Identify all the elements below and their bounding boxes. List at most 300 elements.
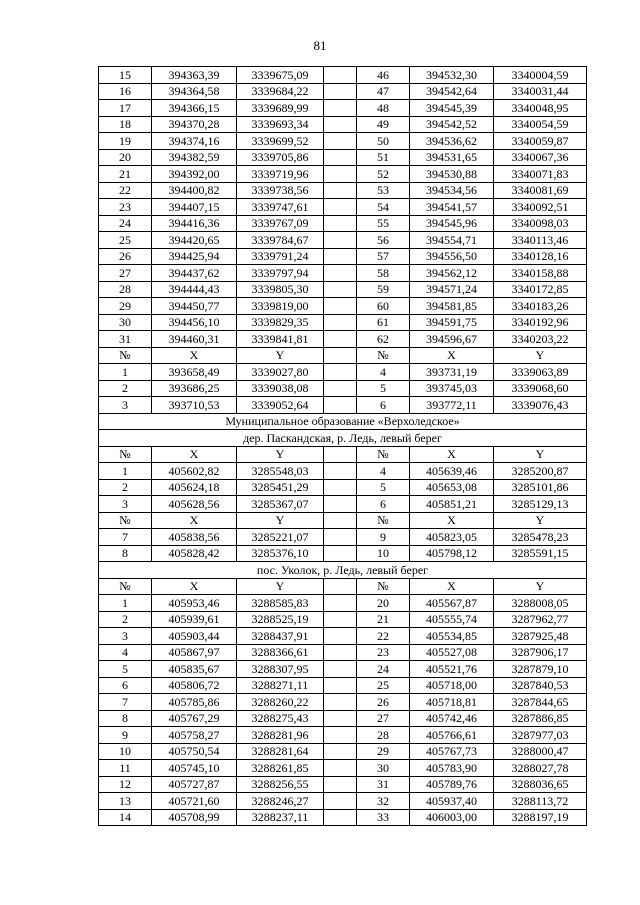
x-coordinate: 405534,85 [410,628,494,645]
x-coordinate: 405767,29 [152,710,237,727]
point-number: 6 [357,496,410,513]
x-coordinate: 405838,56 [152,529,237,546]
y-coordinate: 3288237,11 [237,809,324,826]
y-coordinate: 3288525,19 [237,611,324,628]
x-coordinate: 393731,19 [410,364,494,381]
table-row [99,67,587,84]
point-number: 4 [357,364,410,381]
y-coordinate: 3288261,85 [237,760,324,777]
x-coordinate: 405653,08 [410,479,494,496]
point-number: 33 [357,809,410,826]
point-number: 21 [99,166,152,183]
table-row [99,83,587,100]
y-coordinate: 3339841,81 [237,331,324,348]
y-coordinate: 3339699,52 [237,133,324,150]
y-coordinate: 3288256,55 [237,776,324,793]
y-coordinate: 3340081,69 [494,182,587,199]
y-coordinate: 3339684,22 [237,83,324,100]
y-coordinate: 3340172,85 [494,281,587,298]
header-x: X [152,578,237,595]
table-row [99,298,587,315]
x-coordinate: 393745,03 [410,380,494,397]
table-row [99,199,587,216]
spacer-cell [324,199,357,216]
x-coordinate: 394556,50 [410,248,494,265]
table-row [99,727,587,744]
column-header-row [99,446,587,463]
table-row [99,166,587,183]
spacer-cell [324,644,357,661]
table-row [99,116,587,133]
point-number: 62 [357,331,410,348]
x-coordinate: 394460,31 [152,331,237,348]
point-number: 9 [99,727,152,744]
point-number: 58 [357,265,410,282]
x-coordinate: 394407,15 [152,199,237,216]
x-coordinate: 405750,54 [152,743,237,760]
section-title: пос. Уколок, р. Ледь, левый берег [99,562,587,579]
x-coordinate: 394444,43 [152,281,237,298]
spacer-cell [324,694,357,711]
y-coordinate: 3339819,00 [237,298,324,315]
header-number: № [99,578,152,595]
point-number: 17 [99,100,152,117]
point-number: 9 [357,529,410,546]
header-y: Y [237,347,324,364]
y-coordinate: 3287977,03 [494,727,587,744]
table-row [99,232,587,249]
y-coordinate: 3339784,67 [237,232,324,249]
x-coordinate: 405806,72 [152,677,237,694]
x-coordinate: 405555,74 [410,611,494,628]
point-number: 7 [99,529,152,546]
header-number: № [357,446,410,463]
y-coordinate: 3340048,95 [494,100,587,117]
y-coordinate: 3288113,72 [494,793,587,810]
x-coordinate: 394542,52 [410,116,494,133]
table-row [99,529,587,546]
point-number: 18 [99,116,152,133]
y-coordinate: 3288008,05 [494,595,587,612]
y-coordinate: 3285591,15 [494,545,587,562]
x-coordinate: 394416,36 [152,215,237,232]
header-x: X [152,347,237,364]
y-coordinate: 3339675,09 [237,67,324,84]
x-coordinate: 394554,71 [410,232,494,249]
point-number: 20 [357,595,410,612]
y-coordinate: 3288027,78 [494,760,587,777]
y-coordinate: 3340031,44 [494,83,587,100]
spacer-cell [324,496,357,513]
point-number: 5 [357,479,410,496]
x-coordinate: 405785,86 [152,694,237,711]
point-number: 23 [99,199,152,216]
spacer-cell [324,397,357,414]
spacer-cell [324,710,357,727]
y-coordinate: 3288366,61 [237,644,324,661]
table-row [99,364,587,381]
table-row [99,545,587,562]
x-coordinate: 394450,77 [152,298,237,315]
coordinates-table [98,66,587,826]
y-coordinate: 3340092,51 [494,199,587,216]
point-number: 22 [99,182,152,199]
point-number: 59 [357,281,410,298]
point-number: 8 [99,710,152,727]
point-number: 31 [357,776,410,793]
spacer-cell [324,809,357,826]
point-number: 30 [99,314,152,331]
spacer-cell [324,776,357,793]
point-number: 21 [357,611,410,628]
point-number: 6 [357,397,410,414]
point-number: 52 [357,166,410,183]
point-number: 29 [357,743,410,760]
x-coordinate: 405758,27 [152,727,237,744]
x-coordinate: 405602,82 [152,463,237,480]
y-coordinate: 3287962,77 [494,611,587,628]
y-coordinate: 3340067,36 [494,149,587,166]
table-row [99,248,587,265]
x-coordinate: 405718,00 [410,677,494,694]
table-row [99,809,587,826]
x-coordinate: 394400,82 [152,182,237,199]
spacer-cell [324,595,357,612]
header-x: X [410,446,494,463]
x-coordinate: 394374,16 [152,133,237,150]
y-coordinate: 3288260,22 [237,694,324,711]
table-row [99,776,587,793]
spacer-cell [324,661,357,678]
x-coordinate: 405624,18 [152,479,237,496]
x-coordinate: 394437,62 [152,265,237,282]
table-row [99,743,587,760]
spacer-cell [324,83,357,100]
x-coordinate: 405721,60 [152,793,237,810]
header-x: X [410,512,494,529]
header-y: Y [237,512,324,529]
section-title-row [99,413,587,430]
x-coordinate: 405745,10 [152,760,237,777]
header-number: № [99,446,152,463]
y-coordinate: 3288281,96 [237,727,324,744]
point-number: 2 [99,479,152,496]
point-number: 53 [357,182,410,199]
table-row [99,760,587,777]
x-coordinate: 405835,67 [152,661,237,678]
point-number: 32 [357,793,410,810]
table-row [99,628,587,645]
table-row [99,281,587,298]
table-row [99,463,587,480]
x-coordinate: 405798,12 [410,545,494,562]
x-coordinate: 394530,88 [410,166,494,183]
point-number: 2 [99,380,152,397]
column-header-row [99,347,587,364]
table-row [99,611,587,628]
table-row [99,677,587,694]
point-number: 1 [99,595,152,612]
spacer-cell [324,760,357,777]
point-number: 50 [357,133,410,150]
x-coordinate: 405851,21 [410,496,494,513]
x-coordinate: 394591,75 [410,314,494,331]
y-coordinate: 3339076,43 [494,397,587,414]
x-coordinate: 405718,81 [410,694,494,711]
x-coordinate: 405783,90 [410,760,494,777]
table-row [99,314,587,331]
point-number: 4 [357,463,410,480]
section-title: Муниципальное образование «Верхоледское» [99,413,587,430]
table-row [99,661,587,678]
spacer-cell [324,331,357,348]
y-coordinate: 3285376,10 [237,545,324,562]
y-coordinate: 3339068,60 [494,380,587,397]
y-coordinate: 3288271,11 [237,677,324,694]
y-coordinate: 3339738,56 [237,182,324,199]
point-number: 11 [99,760,152,777]
header-number: № [357,512,410,529]
point-number: 4 [99,644,152,661]
point-number: 5 [357,380,410,397]
x-coordinate: 394534,56 [410,182,494,199]
point-number: 3 [99,496,152,513]
y-coordinate: 3339027,80 [237,364,324,381]
x-coordinate: 405903,44 [152,628,237,645]
section-title-row [99,562,587,579]
spacer-cell [324,149,357,166]
point-number: 5 [99,661,152,678]
y-coordinate: 3285451,29 [237,479,324,496]
point-number: 7 [99,694,152,711]
table-row [99,182,587,199]
table-row [99,133,587,150]
header-x: X [152,446,237,463]
point-number: 2 [99,611,152,628]
point-number: 20 [99,149,152,166]
spacer-cell [324,727,357,744]
point-number: 25 [357,677,410,694]
y-coordinate: 3285200,87 [494,463,587,480]
x-coordinate: 394363,39 [152,67,237,84]
y-coordinate: 3340192,96 [494,314,587,331]
spacer-cell [324,166,357,183]
table-row [99,710,587,727]
x-coordinate: 394370,28 [152,116,237,133]
x-coordinate: 394562,12 [410,265,494,282]
x-coordinate: 405742,46 [410,710,494,727]
y-coordinate: 3340113,46 [494,232,587,249]
x-coordinate: 405727,87 [152,776,237,793]
point-number: 25 [99,232,152,249]
table-row [99,380,587,397]
spacer-cell [324,364,357,381]
y-coordinate: 3287906,17 [494,644,587,661]
table-row [99,215,587,232]
header-y: Y [494,347,587,364]
y-coordinate: 3339693,34 [237,116,324,133]
y-coordinate: 3288275,43 [237,710,324,727]
header-number: № [99,347,152,364]
y-coordinate: 3340054,59 [494,116,587,133]
y-coordinate: 3340071,83 [494,166,587,183]
x-coordinate: 405527,08 [410,644,494,661]
spacer-cell [324,793,357,810]
y-coordinate: 3288307,95 [237,661,324,678]
point-number: 26 [357,694,410,711]
spacer-cell [324,347,357,364]
table-row [99,397,587,414]
header-y: Y [237,578,324,595]
point-number: 54 [357,199,410,216]
y-coordinate: 3339052,64 [237,397,324,414]
table-row [99,496,587,513]
x-coordinate: 405939,61 [152,611,237,628]
spacer-cell [324,265,357,282]
point-number: 28 [357,727,410,744]
point-number: 10 [357,545,410,562]
header-number: № [99,512,152,529]
y-coordinate: 3339747,61 [237,199,324,216]
x-coordinate: 393686,25 [152,380,237,397]
x-coordinate: 394545,96 [410,215,494,232]
y-coordinate: 3339705,86 [237,149,324,166]
y-coordinate: 3287879,10 [494,661,587,678]
y-coordinate: 3287925,48 [494,628,587,645]
point-number: 6 [99,677,152,694]
spacer-cell [324,446,357,463]
point-number: 3 [99,628,152,645]
x-coordinate: 405828,42 [152,545,237,562]
spacer-cell [324,298,357,315]
spacer-cell [324,512,357,529]
spacer-cell [324,182,357,199]
header-number: № [357,347,410,364]
x-coordinate: 394596,67 [410,331,494,348]
x-coordinate: 393772,11 [410,397,494,414]
x-coordinate: 394571,24 [410,281,494,298]
y-coordinate: 3340183,26 [494,298,587,315]
point-number: 24 [99,215,152,232]
y-coordinate: 3288437,91 [237,628,324,645]
section-title-row [99,430,587,447]
page-number: 81 [313,38,327,53]
y-coordinate: 3285101,86 [494,479,587,496]
point-number: 23 [357,644,410,661]
x-coordinate: 394536,62 [410,133,494,150]
x-coordinate: 394545,39 [410,100,494,117]
y-coordinate: 3288585,83 [237,595,324,612]
x-coordinate: 405867,97 [152,644,237,661]
x-coordinate: 394392,00 [152,166,237,183]
x-coordinate: 394425,94 [152,248,237,265]
point-number: 61 [357,314,410,331]
x-coordinate: 405953,46 [152,595,237,612]
y-coordinate: 3339797,94 [237,265,324,282]
header-y: Y [494,578,587,595]
y-coordinate: 3285367,07 [237,496,324,513]
x-coordinate: 405521,76 [410,661,494,678]
point-number: 1 [99,463,152,480]
point-number: 51 [357,149,410,166]
x-coordinate: 405937,40 [410,793,494,810]
y-coordinate: 3285478,23 [494,529,587,546]
point-number: 46 [357,67,410,84]
y-coordinate: 3288000,47 [494,743,587,760]
point-number: 3 [99,397,152,414]
y-coordinate: 3340128,16 [494,248,587,265]
point-number: 14 [99,809,152,826]
point-number: 48 [357,100,410,117]
header-x: X [152,512,237,529]
y-coordinate: 3288281,64 [237,743,324,760]
column-header-row [99,578,587,595]
header-y: Y [494,446,587,463]
point-number: 57 [357,248,410,265]
point-number: 13 [99,793,152,810]
spacer-cell [324,67,357,84]
x-coordinate: 394420,65 [152,232,237,249]
table-row [99,265,587,282]
point-number: 47 [357,83,410,100]
x-coordinate: 394542,64 [410,83,494,100]
point-number: 8 [99,545,152,562]
header-y: Y [237,446,324,463]
x-coordinate: 394532,30 [410,67,494,84]
x-coordinate: 394364,58 [152,83,237,100]
spacer-cell [324,232,357,249]
x-coordinate: 394382,59 [152,149,237,166]
y-coordinate: 3339719,96 [237,166,324,183]
x-coordinate: 394541,57 [410,199,494,216]
y-coordinate: 3340158,88 [494,265,587,282]
point-number: 1 [99,364,152,381]
point-number: 12 [99,776,152,793]
point-number: 16 [99,83,152,100]
x-coordinate: 405766,61 [410,727,494,744]
table-row [99,331,587,348]
x-coordinate: 405628,56 [152,496,237,513]
point-number: 55 [357,215,410,232]
spacer-cell [324,578,357,595]
point-number: 60 [357,298,410,315]
header-x: X [410,347,494,364]
point-number: 24 [357,661,410,678]
y-coordinate: 3339063,89 [494,364,587,381]
coordinates-table-body [99,67,587,826]
y-coordinate: 3285548,03 [237,463,324,480]
y-coordinate: 3287886,85 [494,710,587,727]
spacer-cell [324,545,357,562]
x-coordinate: 405567,87 [410,595,494,612]
spacer-cell [324,677,357,694]
spacer-cell [324,743,357,760]
point-number: 27 [99,265,152,282]
point-number: 15 [99,67,152,84]
x-coordinate: 394366,15 [152,100,237,117]
point-number: 49 [357,116,410,133]
point-number: 22 [357,628,410,645]
table-row [99,694,587,711]
spacer-cell [324,463,357,480]
y-coordinate: 3287844,65 [494,694,587,711]
y-coordinate: 3339689,99 [237,100,324,117]
header-x: X [410,578,494,595]
y-coordinate: 3340098,03 [494,215,587,232]
x-coordinate: 394581,85 [410,298,494,315]
x-coordinate: 405789,76 [410,776,494,793]
y-coordinate: 3340004,59 [494,67,587,84]
